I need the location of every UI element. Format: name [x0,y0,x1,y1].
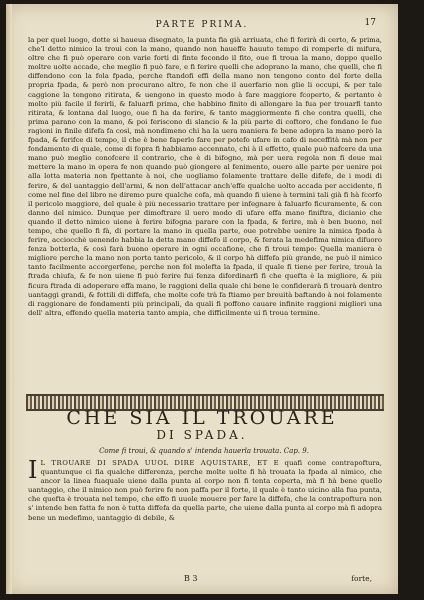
running-head: PARTE PRIMA. [155,20,249,30]
page-number: 17 [364,18,376,28]
chapter-subtitle: DI SPADA. [156,428,248,442]
chapter-title: CHE SIA IL TROUARE [66,407,338,429]
body-text [28,36,382,318]
chapter-opening-words: L TROUARE DI SPADA UUOL DIRE AQUISTARE, ET E [40,459,280,467]
chapter-lead: Come fi troui, & quando s' intenda hauerla trouata. Cap. 9. [99,447,309,455]
gutter-shadow [6,4,12,594]
body-paragraph: la per quel luogo, dotte si haueua disegnato, la punta fia già arriuata, che fi ferirà di certo, & prima, che'l detto nimico la troui con la mano, quando non haueffe hauuto tempo di romperle di mifura, oltre che fi può operare con varie forti di finte fecondo il fito, oue fi troua la mano, doppo quello moltre uolte accade, che meglio fi può fare, e fi ferire quelli che adoprano la mano, che quelli, che fi diffendono con la fola fpada, perche ftandofi effi della mano non tengono conto del forte della propria fpada, & però non procurano altro, fe non che il auerfario non glie li occupi, & per tale caggione la tengono ritirata, & uengono in questo modo à fare maggiore fcoperto, & pertanto è molto più facile il ferirli, & faluarfi prima, che habbino finito di allongare la fua per trouarfi tanto ritirata, & lontana dal luogo, oue fi ha da ferire, & tanto maggiormente fi che contra quelli, che prima parano con la mano, & poi feriscono di slancio & la più parte di coftoro, che fondano le fue ragioni in finile difefa fa così, mà nondimeno chi ha la uera maniera fe bene adopra la mano però la fpada, & ferifce di tempo, il che è bene faperlo fare per potefo ufare in cafo di neceffità mà non per fondamento di quale, come di fopra fi habbiamo accennato, chi à il effetto, quale può nafcere da una mano può meglio conofcere il contrario, che è di bifogno, mà per uera regola non fi deue mai mettere la mano in opera fe non quando può giongere al fenimento, ouero alle parte per uenire poi alla lotta materia non fpettante à noi, che uogliamo folamente trattare delle difefe, de i modi di ferire, & del uantaggio dell'armi, & non dell'attacar anch'effe qualche uolto accada per accidente, fi come nel fine del libro ne diremo pure qualche cofa, mà quando fi uiene à termini tali già fi hà fcorfo il pericolo maggiore, del quale è più necessario trattare per infegnare à faluarfo ficuramente, & con danno del nimico. Dunque per dimoftrare il uero modo di ufare effa mano finiftra, dicianio che quando il detto nimico uiene à ferire bifogna parare con la fpada, & ferire, mà è ben buono, nel tempo, che quello fi fà, di portare la mano in quella parte, oue potrebbe uenire la nimica fpada à ferire, acciocchè uenendo habbia la detta mano diffefo il corpo, & ferata la medefima nimica difuoro fenza botterla, & così farà buono operare in ogni occafione, che fi troui tempo: Quella maniera è migliore perche la mano non porta tanto pericolo, & il corpo hà diffefa più grande, ne può il nimico tanto facilmente accorgerfene, perche non fol molefta la fpada, il quale fi tiene per ferire, trouà la ftrada chiufa, & fe non uiene fi può ferire fui fenza difordinarfi fi che quefta è la migliore, & più ficura ftrada di adoperare effa mano, le raggioni della quale chi bene le confiderarà fi trouarà dentro uantaggi grandi, & fottili di diffefa, che molte cofe trà fa ftiamo per breuità baftando à noi folamente di raggionare de fondamenti più principali, da quali fi poffono cauare infinite raggioni migliori una dell' altra, effendo quella materia tanto ampia, che difficilmente ui fi troua termine. [28,36,382,317]
drop-cap: I [28,456,38,484]
chapter-body [28,456,382,523]
book-page [6,4,398,594]
catchword: forte, [351,574,372,583]
signature-mark: B 3 [184,574,198,583]
chapter-text: quafi come contrapoftura, quantunque ci fia qualche differenza, perche molte uolte fi hà trouata la fpada al nimico, che ancor la linea fuaquale uiene dalla punta al corpo non fi tenta coperta, mà fi hà bene quello uantaggio, che il nimico non può ferire fe non paffa per il forte, il quale è tanto uicino alla fua punta, che quefta è trouata nel tempo, che effo fi uuole mouere per fare la diffefa, che la contrapoftura non s' intende ben fatta fe non è tutta diffefa da quella parte, che uiene dalla punta al corpo mà fi adopra bene un medefimo, uantaggio di debile, & [28,459,382,522]
